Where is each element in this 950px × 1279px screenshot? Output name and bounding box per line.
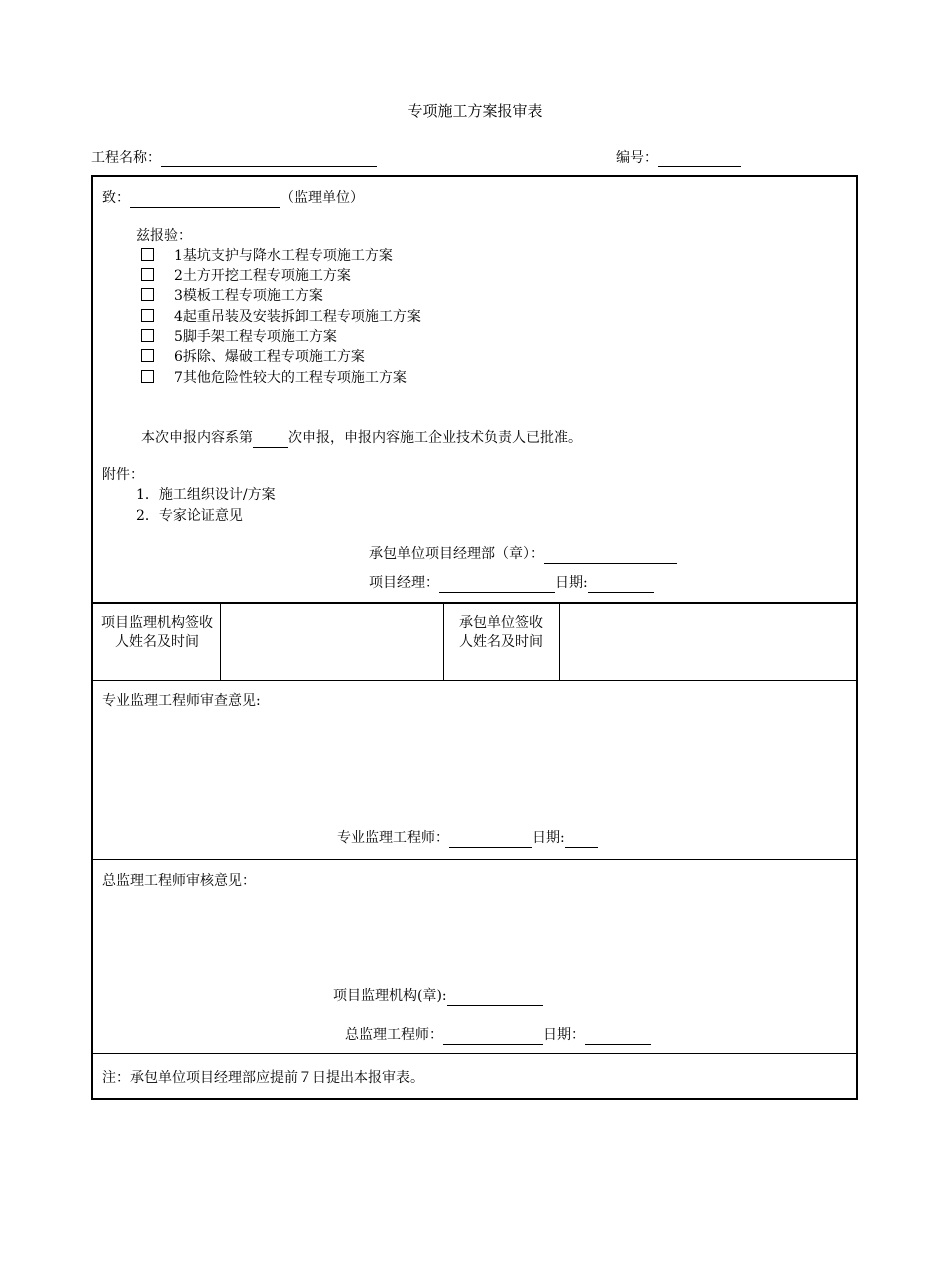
project-manager-blank[interactable] xyxy=(439,577,555,593)
checkbox-icon[interactable] xyxy=(141,349,154,362)
section-divider xyxy=(93,859,856,860)
submission-statement xyxy=(141,428,582,448)
project-name-label: 工程名称： xyxy=(91,150,161,166)
plan-item-4[interactable] xyxy=(141,307,421,327)
checkbox-icon[interactable] xyxy=(141,248,154,261)
chief-opinion-label: 总监理工程师审核意见： xyxy=(102,873,256,889)
form-table xyxy=(91,175,858,1100)
chief-date-label: 日期： xyxy=(543,1027,585,1043)
section-divider xyxy=(93,680,856,681)
plan-item-7[interactable] xyxy=(141,368,407,388)
section-divider xyxy=(93,602,856,604)
plan-item-label: 1基坑支护与降水工程专项施工方案 xyxy=(174,248,393,264)
specialist-signature-line xyxy=(337,828,598,848)
checkbox-icon[interactable] xyxy=(141,288,154,301)
plan-item-1[interactable] xyxy=(141,246,393,266)
statement-before: 本次申报内容系第 xyxy=(141,430,253,446)
specialist-date-label: 日期: xyxy=(532,830,565,846)
addressee-prefix: 致： xyxy=(102,190,130,206)
contractor-receipt-cell[interactable] xyxy=(560,605,856,679)
checkbox-icon[interactable] xyxy=(141,370,154,383)
attachments-label: 附件： xyxy=(102,467,144,483)
plan-item-3[interactable] xyxy=(141,286,323,306)
plan-item-6[interactable] xyxy=(141,347,365,367)
supervision-org-blank[interactable] xyxy=(447,990,543,1006)
addressee-suffix: （监理单位） xyxy=(280,190,364,206)
plan-item-2[interactable] xyxy=(141,266,351,286)
supervision-org-label: 项目监理机构(章): xyxy=(333,988,447,1004)
attachment-item-2: 2．专家论证意见 xyxy=(136,508,243,524)
addressee-line xyxy=(102,188,364,208)
specialist-opinion-label: 专业监理工程师审查意见: xyxy=(102,693,261,709)
footnote: 注：承包单位项目经理部应提前７日提出本报审表。 xyxy=(102,1070,424,1086)
manager-date-label: 日期: xyxy=(555,575,588,591)
contractor-seal-blank[interactable] xyxy=(544,548,677,564)
project-name-blank[interactable] xyxy=(161,151,377,167)
specialist-engineer-blank[interactable] xyxy=(449,832,532,848)
attachment-item-1: 1．施工组织设计/方案 xyxy=(136,487,276,503)
contractor-receipt-label: 承包单位签收人姓名及时间 xyxy=(459,615,543,650)
form-number-label: 编号： xyxy=(616,150,658,166)
chief-date-blank[interactable] xyxy=(585,1029,651,1045)
supervision-org-line xyxy=(333,986,543,1006)
form-number-field xyxy=(616,147,741,167)
chief-engineer-blank[interactable] xyxy=(443,1029,543,1045)
plan-item-label: 6拆除、爆破工程专项施工方案 xyxy=(174,349,365,365)
submission-count-blank[interactable] xyxy=(253,432,288,448)
section-divider xyxy=(93,1053,856,1054)
chief-engineer-label: 总监理工程师： xyxy=(345,1027,443,1043)
supervision-unit-blank[interactable] xyxy=(130,192,280,208)
submit-intro: 兹报验： xyxy=(136,228,192,244)
plan-item-label: 4起重吊装及安装拆卸工程专项施工方案 xyxy=(174,309,421,325)
checkbox-icon[interactable] xyxy=(141,329,154,342)
specialist-engineer-label: 专业监理工程师： xyxy=(337,830,449,846)
form-number-blank[interactable] xyxy=(658,151,741,167)
contractor-dept-label: 承包单位项目经理部（章）： xyxy=(369,546,544,562)
checkbox-icon[interactable] xyxy=(141,309,154,322)
supervisor-receipt-label: 项目监理机构签收人姓名及时间 xyxy=(101,615,213,650)
manager-date-blank[interactable] xyxy=(588,577,654,593)
project-manager-line xyxy=(369,573,654,593)
cell-divider xyxy=(443,603,444,680)
specialist-date-blank[interactable] xyxy=(565,832,598,848)
supervisor-receipt-cell[interactable] xyxy=(221,605,443,679)
statement-after: 次申报，申报内容施工企业技术负责人已批准。 xyxy=(288,430,582,446)
plan-item-label: 3模板工程专项施工方案 xyxy=(174,288,323,304)
plan-item-label: 2土方开挖工程专项施工方案 xyxy=(174,268,351,284)
plan-item-label: 7其他危险性较大的工程专项施工方案 xyxy=(174,370,407,386)
form-title: 专项施工方案报审表 xyxy=(407,102,543,120)
plan-item-5[interactable] xyxy=(141,327,337,347)
checkbox-icon[interactable] xyxy=(141,268,154,281)
plan-item-label: 5脚手架工程专项施工方案 xyxy=(174,329,337,345)
project-manager-label: 项目经理： xyxy=(369,575,439,591)
project-name-field xyxy=(91,147,377,167)
contractor-dept-line xyxy=(369,544,677,564)
chief-signature-line xyxy=(345,1025,651,1045)
